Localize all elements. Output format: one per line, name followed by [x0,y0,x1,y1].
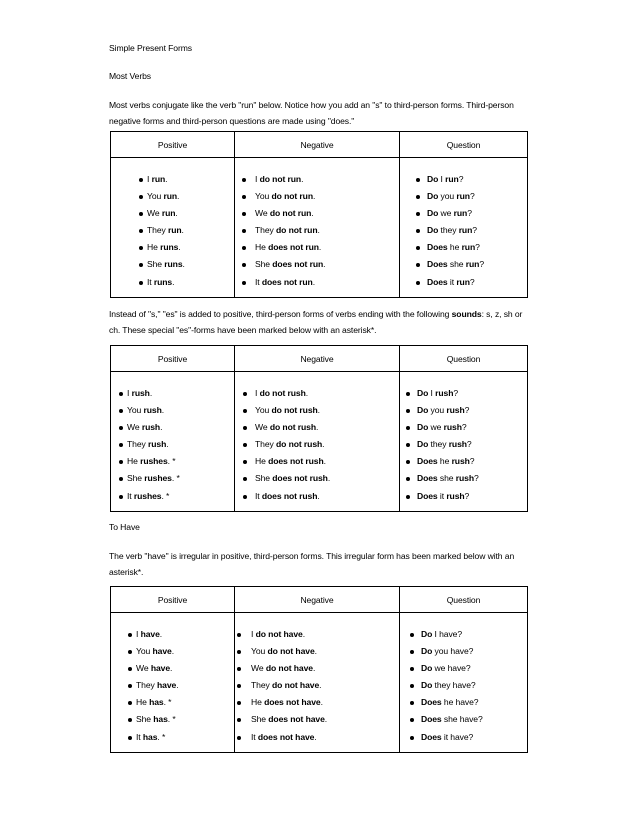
list-item [400,453,527,470]
column-header-positive: Positive [111,346,235,372]
bullet-icon [242,263,246,267]
list-item [400,470,527,487]
example-sentence: I run. [147,174,168,184]
list-item [235,488,399,505]
conjugation-table-run [110,131,528,298]
question-list [400,613,527,752]
list-item [400,711,527,728]
question-list [400,158,527,297]
list-item [400,188,527,205]
bullet-icon [139,212,143,216]
page-title: Simple Present Forms [109,43,193,53]
list-item [235,222,399,239]
bullet-icon [242,195,246,199]
example-sentence: You do not have. [251,646,317,657]
list-item [235,402,399,419]
list-item [400,694,527,711]
bullet-icon [139,195,143,199]
list-item [111,402,234,419]
example-sentence: Do I have? [421,629,463,639]
example-sentence: Does it have? [421,731,474,742]
example-sentence: Do I rush? [417,388,459,398]
column-header-positive: Positive [111,132,235,158]
list-item [111,626,234,643]
example-sentence: He has. * [136,697,172,708]
question-list [400,372,527,511]
example-sentence: We do not rush. [255,422,319,433]
bullet-icon [242,178,246,182]
example-sentence: Does he run? [427,242,480,253]
example-sentence: You rush. [127,405,165,416]
example-sentence: You run. [147,191,180,202]
list-item [400,222,527,239]
bullet-icon [128,650,132,654]
list-item [235,385,399,402]
list-item [235,453,399,470]
bullet-icon [237,650,241,654]
list-item [111,677,234,694]
list-item [235,419,399,436]
bullet-icon [410,633,414,637]
bullet-icon [243,443,247,447]
list-item [111,385,234,402]
bullet-icon [128,701,132,705]
bullet-icon [416,263,420,267]
example-sentence: It rushes. * [127,490,170,501]
negative-list [235,613,399,752]
list-item [111,694,234,711]
list-item [400,239,527,256]
bullet-icon [128,667,132,671]
example-sentence: She does not run. [255,259,326,270]
list-item [235,274,399,291]
example-sentence: I do not run. [255,174,304,184]
example-sentence: Does she run? [427,259,484,270]
bullet-icon [237,684,241,688]
example-sentence: I have. [136,629,163,639]
bullet-icon [243,477,247,481]
example-sentence: Do they rush? [417,439,472,450]
example-sentence: It does not rush. [255,490,320,501]
bullet-icon [119,495,123,499]
list-item [111,419,234,436]
bullet-icon [242,212,246,216]
column-header-negative: Negative [235,346,400,372]
example-sentence: She does not have. [251,714,328,725]
bullet-icon [410,684,414,688]
list-item [400,660,527,677]
bullet-icon [416,229,420,233]
example-sentence: You do not rush. [255,405,320,416]
example-sentence: They do not rush. [255,439,325,450]
bullet-icon [406,477,410,481]
example-sentence: We rush. [127,422,163,433]
bullet-icon [119,477,123,481]
example-sentence: Do we run? [427,208,472,219]
example-sentence: We run. [147,208,178,219]
bullet-icon [119,460,123,464]
example-sentence: They do not run. [255,225,320,236]
list-item [235,626,399,643]
list-item [400,385,527,402]
list-item [111,470,234,487]
example-sentence: She runs. [147,259,185,270]
bullet-icon [243,495,247,499]
bullet-icon [416,178,420,182]
bullet-icon [242,281,246,285]
list-item [235,205,399,222]
example-sentence: He does not rush. [255,456,326,467]
list-item [235,436,399,453]
bullet-icon [128,736,132,740]
list-item [111,171,234,188]
example-sentence: Do you have? [421,646,474,657]
bullet-icon [406,443,410,447]
bullet-icon [243,392,247,396]
list-item [235,171,399,188]
example-sentence: Do they run? [427,225,477,236]
example-sentence: She does not rush. [255,473,331,484]
bullet-icon [242,229,246,233]
bullet-icon [237,701,241,705]
bullet-icon [139,178,143,182]
list-item [400,419,527,436]
list-item [400,274,527,291]
list-item [111,222,234,239]
list-item [400,205,527,222]
example-sentence: You have. [136,646,174,657]
list-item [111,239,234,256]
list-item [400,256,527,273]
example-sentence: It does not have. [251,731,317,742]
bullet-icon [119,443,123,447]
example-sentence: It runs. [147,276,175,287]
bullet-icon [139,229,143,233]
list-item [111,205,234,222]
example-sentence: Does he rush? [417,456,475,467]
example-sentence: Does she rush? [417,473,479,484]
bullet-icon [243,426,247,430]
list-item [235,660,399,677]
bullet-icon [139,263,143,267]
bullet-icon [128,684,132,688]
positive-list [111,158,234,297]
example-sentence: They have. [136,680,179,691]
list-item [400,643,527,660]
example-sentence: We do not run. [255,208,314,219]
bullet-icon [406,409,410,413]
bullet-icon [243,460,247,464]
column-header-negative: Negative [235,587,400,613]
example-sentence: He does not run. [255,242,322,253]
bullet-icon [119,392,123,396]
example-sentence: They run. [147,225,184,236]
list-item [235,470,399,487]
bullet-icon [119,426,123,430]
example-sentence: She rushes. * [127,473,180,484]
example-sentence: We do not have. [251,663,316,674]
example-sentence: It does not run. [255,276,316,287]
bullet-icon [139,281,143,285]
conjugation-table-rush [110,345,528,512]
example-sentence: He rushes. * [127,456,176,467]
section-heading-to-have: To Have [109,522,140,532]
bullet-icon [406,460,410,464]
bullet-icon [410,736,414,740]
example-sentence: Does it run? [427,276,475,287]
positive-list [111,372,234,511]
bullet-icon [237,667,241,671]
bullet-icon [410,667,414,671]
example-sentence: Do I run? [427,174,464,184]
example-sentence: You do not run. [255,191,316,202]
bullet-icon [128,633,132,637]
example-sentence: We have. [136,663,173,674]
list-item [111,660,234,677]
list-item [235,694,399,711]
list-item [235,239,399,256]
bullet-icon [237,736,241,740]
example-sentence: She has. * [136,714,176,725]
bullet-icon [410,701,414,705]
bullet-icon [139,246,143,250]
conjugation-table-have [110,586,528,753]
example-sentence: He runs. [147,242,181,253]
list-item [400,488,527,505]
bullet-icon [406,392,410,396]
section-intro-most-verbs: Most verbs conjugate like the verb "run" below. Notice how you add an "s" to third-person forms. Third-person negative forms and third-person questions are made using "does." [109,100,514,126]
bullet-icon [243,409,247,413]
list-item [235,643,399,660]
bullet-icon [128,718,132,722]
list-item [235,677,399,694]
bullet-icon [237,718,241,722]
example-sentence: Does she have? [421,714,483,725]
list-item [400,626,527,643]
negative-list [235,158,399,297]
list-item [400,402,527,419]
example-sentence: Do you rush? [417,405,470,416]
bullet-icon [242,246,246,250]
bullet-icon [416,281,420,285]
section-intro-to-have: The verb "have" is irregular in positive, third-person forms. This irregular form has been marked below with an asterisk*. [109,551,515,577]
list-item [235,711,399,728]
example-sentence: They rush. [127,439,169,450]
list-item [111,729,234,746]
example-sentence: I do not have. [251,629,305,639]
positive-list [111,613,234,752]
bullet-icon [416,212,420,216]
example-sentence: It has. * [136,731,166,742]
bullet-icon [406,426,410,430]
example-sentence: Do we rush? [417,422,467,433]
list-item [111,256,234,273]
list-item [111,643,234,660]
example-sentence: I rush. [127,388,153,398]
example-sentence: I do not rush. [255,388,309,398]
list-item [400,677,527,694]
list-item [235,188,399,205]
bullet-icon [237,633,241,637]
list-item [235,729,399,746]
list-item [400,729,527,746]
list-item [111,453,234,470]
list-item [400,171,527,188]
bullet-icon [416,246,420,250]
bullet-icon [406,495,410,499]
example-sentence: Does he have? [421,697,479,708]
example-sentence: Do they have? [421,680,476,691]
section-intro-es-forms: Instead of "s," "es" is added to positive, third-person forms of verbs ending with the following sounds: s, z, sh or ch. These special "es"-forms have been marked below with an asterisk*. [109,309,523,335]
column-header-question: Question [400,132,528,158]
list-item [111,188,234,205]
bullet-icon [416,195,420,199]
list-item [235,256,399,273]
list-item [111,274,234,291]
example-sentence: Do we have? [421,663,471,674]
column-header-question: Question [400,346,528,372]
bullet-icon [410,650,414,654]
example-sentence: They do not have. [251,680,322,691]
column-header-negative: Negative [235,132,400,158]
bullet-icon [410,718,414,722]
column-header-question: Question [400,587,528,613]
example-sentence: Does it rush? [417,490,470,501]
list-item [111,711,234,728]
bullet-icon [119,409,123,413]
negative-list [235,372,399,511]
example-sentence: Do you run? [427,191,475,202]
section-heading-most-verbs: Most Verbs [109,71,151,81]
example-sentence: He does not have. [251,697,323,708]
column-header-positive: Positive [111,587,235,613]
list-item [111,488,234,505]
list-item [400,436,527,453]
list-item [111,436,234,453]
